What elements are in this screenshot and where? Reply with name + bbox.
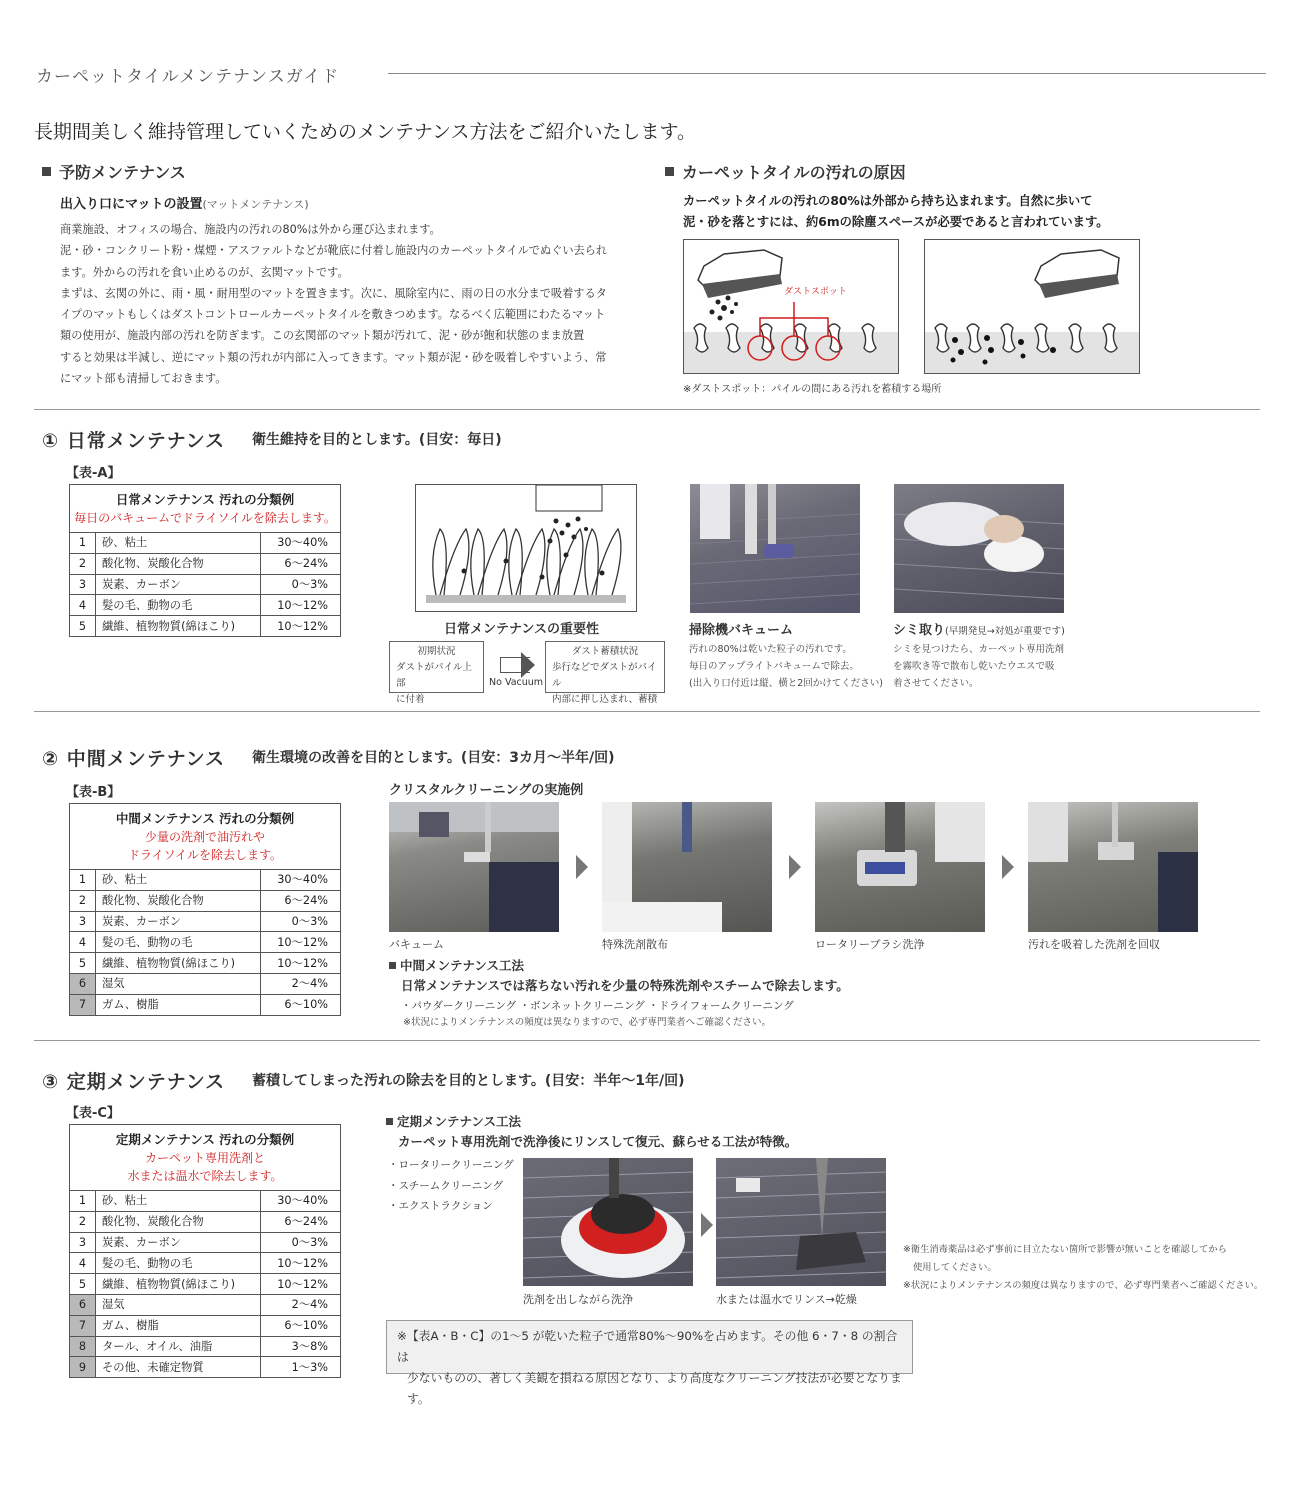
row-item: 砂、粘土 [96, 533, 261, 554]
stain-text [893, 641, 1064, 692]
row-value: 30〜40% [261, 870, 341, 891]
row-number: 7 [70, 1315, 96, 1336]
row-value: 2〜4% [261, 1294, 341, 1315]
row-item: 繊維、植物物質(綿ほこり) [96, 616, 261, 637]
cause-footnote: ※ダストスポット：パイルの間にある汚れを蓄積する場所 [683, 384, 942, 395]
periodic-methods [388, 1155, 514, 1217]
cause-heading: カーペットタイルの汚れの原因 [665, 160, 906, 183]
table-row [70, 1274, 341, 1295]
row-number: 4 [70, 932, 96, 953]
dust-diagram-1 [683, 239, 899, 374]
table-row [70, 932, 341, 953]
prevent-body-line: すると効果は半減し、逆にマット類の汚れが内部に入ってきます。マット類が泥・砂を吸着しやすいよう、常 [60, 350, 607, 364]
row-number: 1 [70, 533, 96, 554]
prevent-body-line: 類の使用が、施設内部の汚れを防ぎます。この玄関部のマット類が汚れて、泥・砂が飽和状態のまま放置 [60, 329, 585, 343]
row-value: 2〜4% [261, 973, 341, 994]
step-photo-4 [1028, 802, 1198, 932]
rotary-caption: 洗剤を出しながら洗浄 [523, 1293, 633, 1306]
row-number: 1 [70, 870, 96, 891]
vacuum-text-line: 毎日のアップライトバキュームで除去。 [689, 661, 859, 672]
row-item: ガム、樹脂 [96, 1315, 261, 1336]
table-row [70, 953, 341, 974]
stain-photo [894, 484, 1064, 613]
vacuum-photo [690, 484, 860, 613]
prevent-body-line: ます。外からの汚れを食い止めるのが、玄関マットです。 [60, 265, 349, 279]
row-item: タール、オイル、油脂 [96, 1336, 261, 1357]
step-photo-2 [602, 802, 772, 932]
row-value: 10〜12% [261, 953, 341, 974]
table-row [70, 1357, 341, 1378]
cause-text: カーペットタイルの汚れの80%は外部から持ち込まれます。自然に歩いて 泥・砂を落とすには、約6mの除塵スペースが必要であると言われています。 [683, 194, 1109, 229]
row-value: 30〜40% [261, 533, 341, 554]
table-b: 中間メンテナンス 汚れの分類例 少量の洗剤で油汚れや ドライソイルを除去します。 1 砂、粘土 30〜40% 2 酸化物、炭酸化合物 6〜24% 3 炭素、カーボン 0〜3% 4 髪の毛、動物の毛 10〜12% 5 繊維、植物物質(綿ほこり) 10〜12% 6 湿気 2〜4% 7 ガム、樹脂 6〜10% [69, 803, 341, 1016]
step-arrow-2 [789, 855, 801, 879]
row-value: 6〜24% [261, 1211, 341, 1232]
prevent-body-line: 泥・砂・コンクリート粉・煤煙・アスファルトなどが靴底に付着し施設内のカーペットタイルでぬぐい去られ [60, 244, 608, 258]
row-number: 8 [70, 1336, 96, 1357]
step-photo-1 [389, 802, 559, 932]
divider-2 [34, 711, 1260, 712]
row-value: 6〜24% [261, 553, 341, 574]
row-number: 6 [70, 973, 96, 994]
table-row [70, 994, 341, 1015]
row-number: 5 [70, 1274, 96, 1295]
row-item: 酸化物、炭酸化合物 [96, 1211, 261, 1232]
vacuum-title: 掃除機バキューム [689, 623, 794, 638]
row-number: 5 [70, 616, 96, 637]
table-c-label: 【表-C】 [66, 1106, 120, 1121]
row-value: 10〜12% [261, 616, 341, 637]
title-divider [388, 73, 1266, 74]
periodic-method-line: ・エクストラクション [388, 1200, 493, 1212]
row-item: 髪の毛、動物の毛 [96, 932, 261, 953]
table-row [70, 890, 341, 911]
bottom-note-box: ※【表A・B・C】の1〜5 が乾いた粒子で通常80%〜90%を占めます。その他 6・7・8 の割合は 少ないものの、著しく美観を損ねる原因となり、より高度なクリーニング技法が必要となります。 [386, 1320, 913, 1374]
table-row [70, 1232, 341, 1253]
row-number: 2 [70, 1211, 96, 1232]
vacuum-text-line: (出入り口付近は縦、横と2回かけてください) [689, 678, 883, 689]
rotary-photo [523, 1158, 693, 1286]
pile-diagram [415, 484, 637, 612]
crystal-title: クリスタルクリーニングの実施例 [389, 783, 584, 798]
row-value: 6〜10% [261, 994, 341, 1015]
rinse-photo [716, 1158, 886, 1286]
row-value: 10〜12% [261, 1274, 341, 1295]
periodic-method-desc: カーペット専用洗剤で洗浄後にリンスして復元、蘇らせる工法が特徴。 [398, 1134, 798, 1149]
row-number: 7 [70, 994, 96, 1015]
dust-diagram-2 [924, 239, 1140, 374]
row-item: 炭素、カーボン [96, 1232, 261, 1253]
table-row [70, 1315, 341, 1336]
step-arrow-3 [1002, 855, 1014, 879]
middle-desc: 衛生環境の改善を目的とします。(目安：3カ月〜半年/回) [252, 750, 615, 766]
step-label-2: 特殊洗剤散布 [602, 938, 668, 951]
daily-desc: 衛生維持を目的とします。(目安：毎日) [252, 432, 502, 448]
row-item: 炭素、カーボン [96, 574, 261, 595]
periodic-arrow [701, 1213, 713, 1237]
vacuum-text [689, 641, 883, 692]
step-label-1: バキューム [389, 938, 444, 951]
table-row [70, 911, 341, 932]
row-number: 3 [70, 911, 96, 932]
periodic-method-line: ・ロータリークリーニング [388, 1159, 514, 1171]
prevent-body-line: 商業施設、オフィスの場合、施設内の汚れの80%は外から運び込まれます。 [60, 223, 441, 236]
step-photo-3 [815, 802, 985, 932]
row-item: 酸化物、炭酸化合物 [96, 553, 261, 574]
periodic-method-heading: 定期メンテナンス工法 [386, 1112, 521, 1130]
row-item: 砂、粘土 [96, 870, 261, 891]
row-number: 9 [70, 1357, 96, 1378]
middle-note: ※状況によりメンテナンスの頻度は異なりますので、必ず専門業者へご確認ください。 [403, 1017, 772, 1028]
row-value: 30〜40% [261, 1191, 341, 1212]
table-a-label: 【表-A】 [66, 466, 121, 481]
row-value: 1〜3% [261, 1357, 341, 1378]
table-b-label: 【表-B】 [66, 785, 121, 800]
step-arrow-1 [576, 855, 588, 879]
row-item: ガム、樹脂 [96, 994, 261, 1015]
table-row [70, 1336, 341, 1357]
row-item: 繊維、植物物質(綿ほこり) [96, 953, 261, 974]
prevent-body-line: まずは、玄関の外に、雨・風・耐用型のマットを置きます。次に、風除室内に、雨の日の水分まで吸着するタ [60, 286, 607, 300]
table-row [70, 1294, 341, 1315]
step-label-3: ロータリーブラシ洗浄 [815, 938, 925, 951]
stain-title: シミ取り(早期発見→対処が重要です) [893, 623, 1065, 638]
row-value: 3〜8% [261, 1336, 341, 1357]
vacuum-text-line: 汚れの80%は乾いた粒子の汚れです。 [689, 644, 852, 655]
table-row [70, 616, 341, 637]
row-item: 湿気 [96, 973, 261, 994]
dust-accumulation-box: ダスト蓄積状況 歩行などでダストがパイル 内部に押し込まれ、蓄積 [545, 641, 665, 693]
row-value: 6〜24% [261, 890, 341, 911]
periodic-desc: 蓄積してしまった汚れの除去を目的とします。(目安：半年〜1年/回) [252, 1073, 685, 1089]
middle-method-desc: 日常メンテナンスでは落ちない汚れを少量の特殊洗剤やスチームで除去します。 [401, 978, 849, 993]
middle-method-heading: 中間メンテナンス工法 [389, 956, 524, 974]
row-number: 5 [70, 953, 96, 974]
table-row [70, 1211, 341, 1232]
dust-spot-label: ダストスポット [784, 287, 847, 297]
row-item: その他、未確定物質 [96, 1357, 261, 1378]
row-number: 4 [70, 595, 96, 616]
row-item: 繊維、植物物質(綿ほこり) [96, 1274, 261, 1295]
table-row [70, 595, 341, 616]
row-value: 0〜3% [261, 911, 341, 932]
daily-heading: ① 日常メンテナンス [42, 430, 226, 452]
periodic-method-line: ・スチームクリーニング [388, 1179, 504, 1192]
table-row [70, 870, 341, 891]
no-vacuum-label: No Vacuum [489, 677, 544, 688]
table-row [70, 574, 341, 595]
row-number: 2 [70, 553, 96, 574]
stain-text-line: を霧吹き等で散布し乾いたウエスで吸 [893, 661, 1055, 672]
row-item: 炭素、カーボン [96, 911, 261, 932]
row-item: 髪の毛、動物の毛 [96, 1253, 261, 1274]
periodic-heading: ③ 定期メンテナンス [42, 1071, 226, 1093]
divider-1 [34, 409, 1260, 410]
row-number: 2 [70, 890, 96, 911]
middle-heading: ② 中間メンテナンス [42, 748, 226, 770]
table-row [70, 553, 341, 574]
row-value: 10〜12% [261, 595, 341, 616]
table-a: 日常メンテナンス 汚れの分類例 毎日のバキュームでドライソイルを除去します。 1 砂、粘土 30〜40% 2 酸化物、炭酸化合物 6〜24% 3 炭素、カーボン 0〜3% 4 髪の毛、動物の毛 10〜12% 5 繊維、植物物質(綿ほこり) 10〜12% [69, 484, 341, 637]
rinse-caption: 水または温水でリンス→乾燥 [716, 1293, 857, 1306]
row-value: 10〜12% [261, 1253, 341, 1274]
table-c: 定期メンテナンス 汚れの分類例 カーペット専用洗剤と 水または温水で除去します。 1 砂、粘土 30〜40% 2 酸化物、炭酸化合物 6〜24% 3 炭素、カーボン 0〜3% 4 髪の毛、動物の毛 10〜12% 5 繊維、植物物質(綿ほこり) 10〜12% 6 湿気 2〜4% 7 ガム、樹脂 6〜10% 8 タール、オイル、油脂 3〜8% 9 その他、未確定物質 1〜3% [69, 1124, 341, 1378]
row-value: 0〜3% [261, 574, 341, 595]
row-item: 酸化物、炭酸化合物 [96, 890, 261, 911]
table-row [70, 533, 341, 554]
table-row [70, 973, 341, 994]
row-value: 10〜12% [261, 932, 341, 953]
page-title: カーペットタイルメンテナンスガイド [36, 67, 340, 87]
prevent-body [60, 219, 630, 389]
stain-text-line: シミを見つけたら、カーペット専用洗剤 [893, 644, 1065, 655]
pile-diagram-caption: 日常メンテナンスの重要性 [444, 622, 599, 637]
row-number: 3 [70, 574, 96, 595]
row-item: 砂、粘土 [96, 1191, 261, 1212]
row-number: 6 [70, 1294, 96, 1315]
prevent-heading: 予防メンテナンス [42, 160, 186, 183]
row-number: 1 [70, 1191, 96, 1212]
step-label-4: 汚れを吸着した洗剤を回収 [1028, 938, 1160, 951]
row-value: 0〜3% [261, 1232, 341, 1253]
row-number: 3 [70, 1232, 96, 1253]
middle-methods: ・パウダークリーニング ・ボンネットクリーニング ・ドライフォームクリーニング [401, 1000, 794, 1012]
prevent-body-line: にマット部も清掃しておきます。 [60, 372, 227, 386]
table-row [70, 1191, 341, 1212]
prevent-sub: 出入り口にマットの設置(マットメンテナンス) [60, 197, 309, 212]
row-number: 4 [70, 1253, 96, 1274]
table-row [70, 1253, 341, 1274]
row-item: 髪の毛、動物の毛 [96, 595, 261, 616]
stain-text-line: 着させてください。 [893, 678, 979, 689]
row-item: 湿気 [96, 1294, 261, 1315]
lead-text: 長期間美しく維持管理していくためのメンテナンス方法をご紹介いたします。 [34, 121, 696, 143]
row-value: 6〜10% [261, 1315, 341, 1336]
prevent-body-line: イプのマットもしくはダストコントロールカーペットタイルを敷きつめます。なるべく広範囲にわたるマット [60, 308, 606, 322]
initial-state-box: 初期状況 ダストがパイル上部 に付着 [389, 641, 484, 693]
periodic-side-note: ※衛生消毒薬品は必ず事前に目立たない箇所で影響が無いことを確認してから 使用してください。 ※状況によりメンテナンスの頻度は異なりますので、必ず専門業者へご確認ください。 [903, 1244, 1264, 1291]
divider-3 [34, 1040, 1260, 1041]
